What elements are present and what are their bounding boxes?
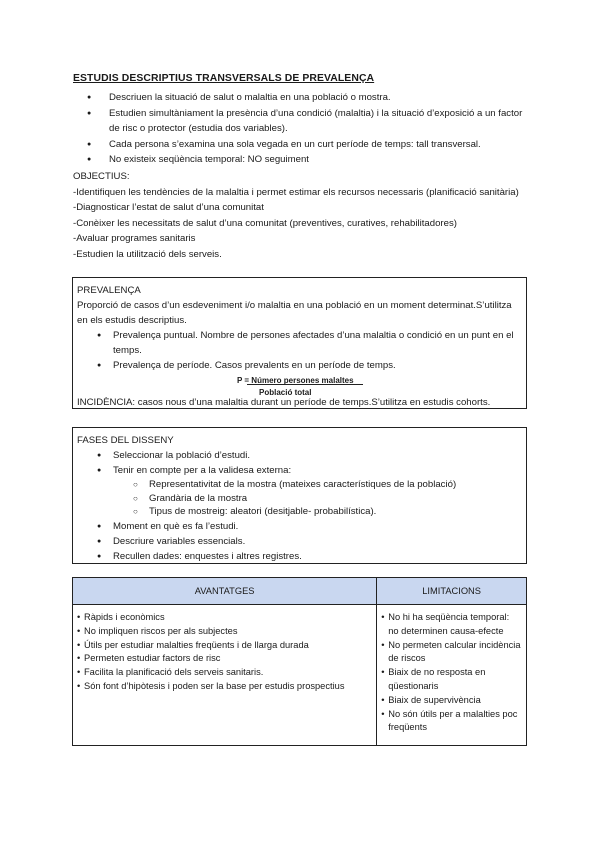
objectius-section	[73, 169, 533, 262]
intro-bullet: ● Estudien simultàniament la presència d’una condició (malaltia) i la situació d’exposició a un factor de risc o protector (estudia dos variables).	[73, 106, 533, 137]
objectius-item: -Estudien la utilització dels serveis.	[73, 248, 222, 260]
limitacio-item: • Biaix de no resposta en qüestionaris	[381, 666, 522, 694]
intro-bullet: ● Cada persona s’examina una sola vegada en un curt període de temps: tall transversal.	[73, 137, 533, 153]
objectius-item: -Diagnosticar l’estat de salut d’una comunitat	[73, 202, 264, 213]
limitacio-item: • Biaix de supervivència	[381, 694, 522, 708]
prevalenca-box	[72, 277, 527, 409]
fases-subitem: ○ Representativitat de la mostra (mateixes característiques de la població)	[77, 478, 520, 492]
avantatge-item: • Són font d’hipòtesis i poden ser la base per estudis prospectius	[77, 680, 372, 694]
prevalenca-definition: Proporció de casos d’un esdeveniment i/o malaltia en una població en un moment determinat.S’utilitza en els estudis descriptius.	[77, 300, 512, 326]
col-header-avantatges: AVANTATGES	[73, 578, 377, 605]
prevalenca-type: ● Prevalença puntual. Nombre de persones afectades d’una malaltia o condició en un punt en el temps.	[77, 328, 520, 358]
fases-item	[77, 463, 520, 519]
avantatge-item: • Facilita la planificació dels serveis sanitaris.	[77, 666, 372, 680]
fases-heading: FASES DEL DISSENY	[77, 435, 174, 446]
objectius-item: -Identifiquen les tendències de la malaltia i permet estimar els recursos necessaris (planificació sanitària)	[73, 186, 519, 198]
objectius-item: -Avaluar programes sanitaris	[73, 233, 196, 244]
page-title: ESTUDIS DESCRIPTIUS TRANSVERSALS DE PREVALENÇA	[73, 73, 375, 84]
fases-item: ● Recullen dades: enquestes i altres registres.	[77, 549, 520, 564]
objectius-item: -Conèixer les necessitats de salut d’una comunitat (preventives, curatives, rehabilitadores)	[73, 217, 457, 229]
limitacio-item: • No permeten calcular incidència de riscos	[381, 639, 522, 667]
fases-subitem: ○ Grandària de la mostra	[77, 492, 520, 506]
intro-bullet-list	[73, 90, 533, 168]
limitacions-cell	[377, 605, 527, 746]
avantatge-item: • Permeten estudiar factors de risc	[77, 652, 372, 666]
limitacio-item: • No són útils per a malalties poc freqüents	[381, 708, 522, 736]
fases-item-label: Tenir en compte per a la validesa externa:	[113, 465, 292, 476]
formula-denominator: Població total	[259, 388, 312, 397]
incidencia-definition: INCIDÈNCIA: casos nous d’una malaltia durant un període de temps.S’utilitza en estudis cohorts.	[77, 397, 491, 408]
fases-subitem: ○ Tipus de mostreig: aleatori (desitjable- probabilística).	[77, 505, 520, 519]
limitacio-item: • No hi ha seqüència temporal: no determinen causa-efecte	[381, 611, 522, 639]
avantatge-item: • Ràpids i econòmics	[77, 611, 372, 625]
avantatge-item: • Útils per estudiar malalties freqüents i de llarga durada	[77, 639, 372, 653]
fases-item: ● Descriure variables essencials.	[77, 534, 520, 549]
comparison-table	[72, 577, 527, 746]
prevalenca-type: ● Prevalença de període. Casos prevalents en un període de temps.	[77, 358, 520, 373]
prevalence-formula	[77, 373, 520, 395]
fases-item: ● Seleccionar la població d’estudi.	[77, 448, 520, 463]
col-header-limitacions: LIMITACIONS	[377, 578, 527, 605]
fases-box	[72, 427, 527, 564]
avantatges-cell	[73, 605, 377, 746]
prevalenca-heading: PREVALENÇA	[77, 285, 141, 296]
fases-item: ● Moment en què es fa l’estudi.	[77, 519, 520, 534]
intro-bullet: ● Descriuen la situació de salut o malaltia en una població o mostra.	[73, 90, 533, 106]
avantatge-item: • No impliquen riscos per als subjectes	[77, 625, 372, 639]
formula-numerator: P = Número persones malaltes	[237, 376, 354, 385]
intro-bullet: ● No existeix seqüència temporal: NO seguiment	[73, 152, 533, 168]
objectius-heading: OBJECTIUS:	[73, 171, 130, 182]
